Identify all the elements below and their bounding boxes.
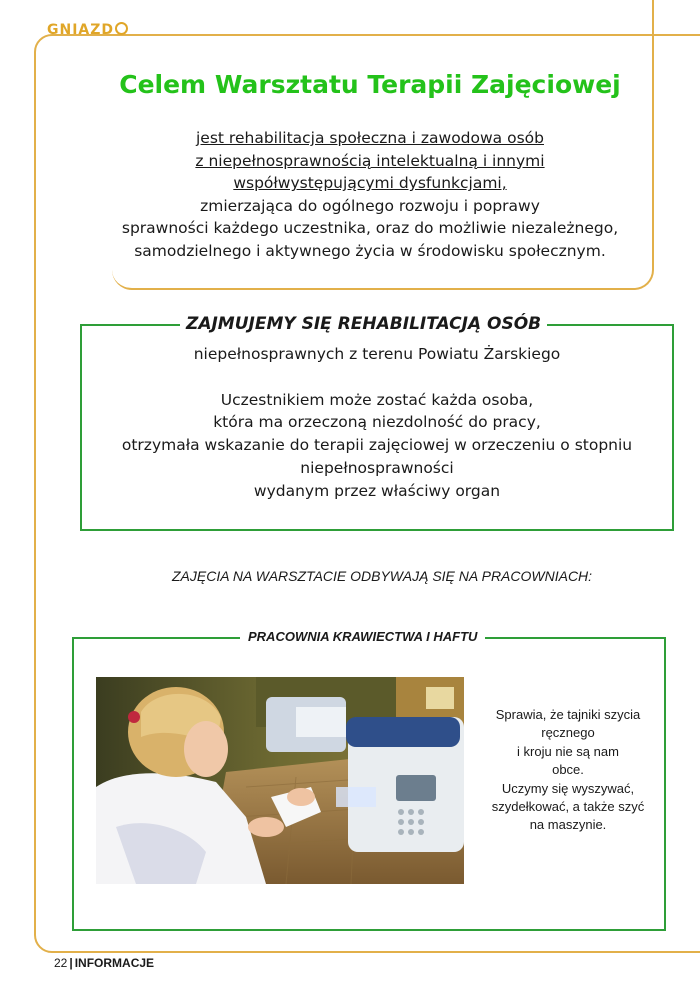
sewing-photo-illustration xyxy=(96,677,464,884)
caption-line: i kroju nie są nam xyxy=(517,743,619,759)
page-number: 22 xyxy=(54,956,68,970)
caption-line: ręcznego xyxy=(541,725,595,741)
caption-line: Uczymy się wyszywać, xyxy=(501,780,635,796)
caption-line: obce. xyxy=(552,762,584,778)
rehab-line: otrzymała wskazanie do terapii zajęciowej w orzeczeniu o stopniu xyxy=(121,436,633,455)
sewing-photo xyxy=(96,677,464,884)
caption-line: szydełkować, a także szyć xyxy=(491,799,645,815)
rehab-title: ZAJMUJEMY SIĘ REHABILITACJĄ OSÓB xyxy=(180,314,547,334)
rehab-line: która ma orzeczoną niezdolność do pracy, xyxy=(213,413,541,432)
intro-line: jest rehabilitacja społeczna i zawodowa osób xyxy=(196,129,544,147)
rehab-line: wydanym przez właściwy organ xyxy=(253,481,501,500)
page-footer xyxy=(54,956,154,970)
caption-line: na maszynie. xyxy=(529,817,607,833)
intro-text xyxy=(60,127,680,263)
intro-line: zmierzająca do ogólnego rozwoju i poprawy xyxy=(200,196,540,215)
footer-separator: | xyxy=(69,956,73,970)
rehab-subtitle: niepełnosprawnych z terenu Powiatu Żarskiego xyxy=(193,345,561,363)
intro-line: współwystępującymi dysfunkcjami, xyxy=(233,174,507,193)
rehab-line: Uczestnikiem może zostać każda osoba, xyxy=(220,390,534,409)
rehab-line: niepełnosprawności xyxy=(300,458,454,477)
rehab-text xyxy=(80,343,674,503)
workshops-heading: ZAJĘCIA NA WARSZTACIE ODBYWAJĄ SIĘ NA PRACOWNIACH: xyxy=(172,568,593,584)
footer-section: INFORMACJE xyxy=(74,956,155,970)
page-title: Celem Warsztatu Terapii Zajęciowej xyxy=(119,70,621,99)
intro-line: sprawności każdego uczestnika, oraz do możliwie niezależnego, xyxy=(121,219,619,238)
intro-line: samodzielnego i aktywnego życia w środowisku społecznym. xyxy=(134,241,606,260)
logo-ring-icon xyxy=(115,22,128,35)
brand-logo: GNIAZD xyxy=(47,22,128,38)
caption-line: Sprawia, że tajniki szycia xyxy=(495,707,641,722)
studio-caption xyxy=(478,706,658,835)
studio-title: PRACOWNIA KRAWIECTWA I HAFTU xyxy=(240,629,485,644)
intro-line: z niepełnosprawnością intelektualną i innymi xyxy=(195,151,545,170)
